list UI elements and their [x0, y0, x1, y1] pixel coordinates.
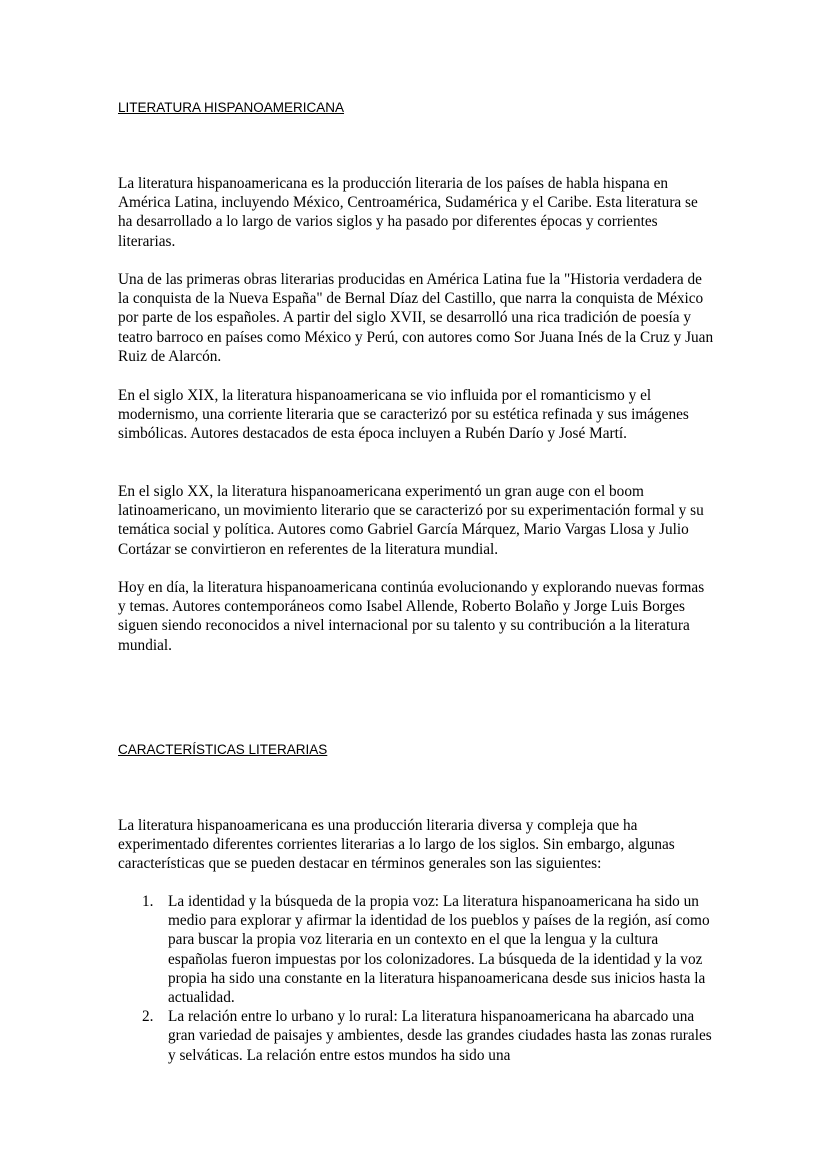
- paragraph-characteristics-intro: La literatura hispanoamericana es una producción literaria diversa y compleja que ha experimentado diferentes corrientes literarias a lo largo de los siglos. Sin embargo, algunas características que se pueden destacar en términos generales son las siguientes:: [118, 817, 675, 873]
- section-title-literatura: LITERATURA HISPANOAMERICANA: [118, 100, 345, 115]
- section-title-caracteristicas: CARACTERÍSTICAS LITERARIAS: [118, 742, 328, 757]
- paragraph-early-works: Una de las primeras obras literarias producidas en América Latina fue la "Historia verdadera de la conquista de la Nueva España" de Bernal Díaz del Castillo, que narra la conquista de México por parte de los españoles. A partir del siglo XVII, se desarrolló una rica tradición de poesía y teatro barroco en países como México y Perú, con autores como Sor Juana Inés de la Cruz y Juan Ruiz de Alarcón.: [118, 271, 714, 365]
- characteristics-list: [118, 892, 714, 1065]
- paragraph-siglo-xx: En el siglo XX, la literatura hispanoamericana experimentó un gran auge con el boom latinoamericano, un movimiento literario que se caracterizó por su experimentación formal y su temática social y política. Autores como Gabriel García Márquez, Mario Vargas Llosa y Julio Cortázar se convirtieron en referentes de la literatura mundial.: [118, 483, 704, 558]
- list-item-number: 2.: [142, 1008, 154, 1026]
- paragraph-siglo-xix: En el siglo XIX, la literatura hispanoamericana se vio influida por el romanticismo y el modernismo, una corriente literaria que se caracterizó por su estética refinada y sus imágenes simbólicas. Autores destacados de esta época incluyen a Rubén Darío y José Martí.: [118, 387, 689, 443]
- paragraph-today: Hoy en día, la literatura hispanoamericana continúa evolucionando y explorando nuevas formas y temas. Autores contemporáneos como Isabel Allende, Roberto Bolaño y Jorge Luis Borges siguen siendo reconocidos a nivel internacional por su talento y su contribución a la literatura mundial.: [118, 579, 705, 654]
- paragraph-intro: La literatura hispanoamericana es la producción literaria de los países de habla hispana en América Latina, incluyendo México, Centroamérica, Sudamérica y el Caribe. Esta literatura se ha desarrollado a lo largo de varios siglos y ha pasado por diferentes épocas y corrientes literarias.: [118, 175, 698, 250]
- list-item-text: La identidad y la búsqueda de la propia voz: La literatura hispanoamericana ha sido un medio para explorar y afirmar la identidad de los pueblos y países de la región, así como para buscar la propia voz literaria en un contexto en el que la lengua y la cultura españolas fueron impuestas por los colonizadores. La búsqueda de la identidad y la voz propia ha sido una constante en la literatura hispanoamericana desde sus inicios hasta la actualidad.: [168, 893, 710, 1007]
- list-item: [118, 892, 714, 1007]
- list-item: [118, 1007, 714, 1065]
- list-item-number: 1.: [142, 893, 154, 910]
- list-item-text: La relación entre lo urbano y lo rural: La literatura hispanoamericana ha abarcado una gran variedad de paisajes y ambientes, desde las grandes ciudades hasta las zonas rurales y selváticas. La relación entre estos mundos ha sido una: [168, 1008, 712, 1064]
